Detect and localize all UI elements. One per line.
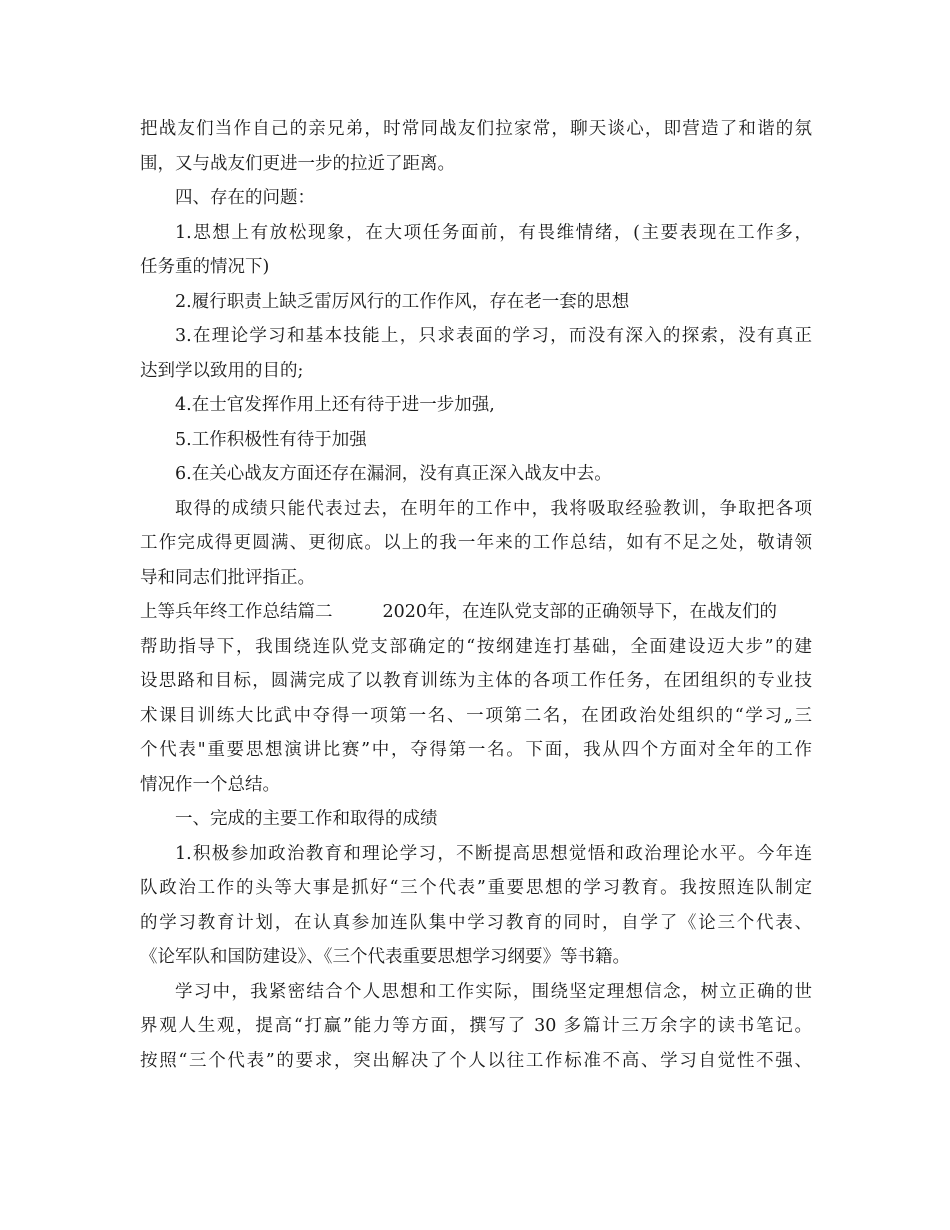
list-item: 4.在士官发挥作用上还有待于进一步加强, xyxy=(175,395,495,415)
list-item-continuation: 任务重的情况下) xyxy=(140,257,270,277)
paragraph-line: 设思路和目标，圆满完成了以教育训练为主体的各项工作任务，在团组织的专业技 xyxy=(140,671,812,691)
list-item: 5.工作积极性有待于加强 xyxy=(175,429,367,450)
article-title: 上等兵年终工作总结篇二 xyxy=(140,602,333,622)
paragraph-line: 队政治工作的头等大事是抓好“三个代表”重要思想的学习教育。我按照连队制定 xyxy=(140,878,812,898)
paragraph-line: 学习中，我紧密结合个人思想和工作实际，围绕坚定理想信念，树立正确的世 xyxy=(175,981,812,1002)
paragraph-line: 取得的成绩只能代表过去，在明年的工作中，我将吸取经验教训，争取把各项 xyxy=(175,498,812,519)
paragraph-line: 情况作一个总结。 xyxy=(140,774,280,795)
section-heading: 一、完成的主要工作和取得的成绩 xyxy=(175,809,438,829)
paragraph-line: 《论军队和国防建设》、《三个代表重要思想学习纲要》等书籍。 xyxy=(140,947,630,967)
paragraph-line: 术课目训练大比武中夺得一项第一名、一项第二名，在团政治处组织的“学习„三 xyxy=(140,705,812,726)
list-item-continuation: 达到学以致用的目的; xyxy=(140,360,304,381)
section-heading: 四、存在的问题： xyxy=(175,188,315,208)
paragraph-line: 按照“三个代表”的要求，突出解决了个人以往工作标准不高、学习自觉性不强、 xyxy=(140,1050,812,1071)
list-item: 3.在理论学习和基本技能上，只求表面的学习，而没有深入的探索，没有真正 xyxy=(175,326,812,346)
paragraph-line: 导和同志们批评指正。 xyxy=(140,567,315,588)
paragraph-line: 工作完成得更圆满、更彻底。以上的我一年来的工作总结，如有不足之处，敬请领 xyxy=(140,533,812,553)
paragraph-line: 把战友们当作自己的亲兄弟，时常同战友们拉家常，聊天谈心，即营造了和谐的氛 xyxy=(140,119,812,139)
document-body xyxy=(140,112,812,1078)
paragraph-line: 2020年，在连队党支部的正确领导下，在战友们的 xyxy=(382,602,778,622)
paragraph-line: 个代表"重要思想演讲比赛”中，夺得第一名。下面，我从四个方面对全年的工作 xyxy=(140,740,812,760)
paragraph-line: 围，又与战友们更进一步的拉近了距离。 xyxy=(140,153,455,174)
paragraph-line: 界观人生观，提高“打赢”能力等方面，撰写了 30 多篇计三万余字的读书笔记。 xyxy=(140,1016,812,1036)
list-item: 1.思想上有放松现象，在大项任务面前，有畏维情绪，(主要表现在工作多， xyxy=(175,222,812,243)
list-item: 6.在关心战友方面还存在漏洞，没有真正深入战友中去。 xyxy=(175,464,612,484)
list-item: 1.积极参加政治教育和理论学习，不断提高思想觉悟和政治理论水平。今年连 xyxy=(175,843,812,864)
paragraph-line: 帮助指导下，我围绕连队党支部确定的“按纲建连打基础，全面建设迈大步”的建 xyxy=(140,636,812,657)
list-item: 2.履行职责上缺乏雷厉风行的工作作风，存在老一套的思想 xyxy=(175,291,630,312)
article-title-line xyxy=(140,595,812,630)
paragraph-line: 的学习教育计划，在认真参加连队集中学习教育的同时，自学了《论三个代表、 xyxy=(140,912,812,933)
